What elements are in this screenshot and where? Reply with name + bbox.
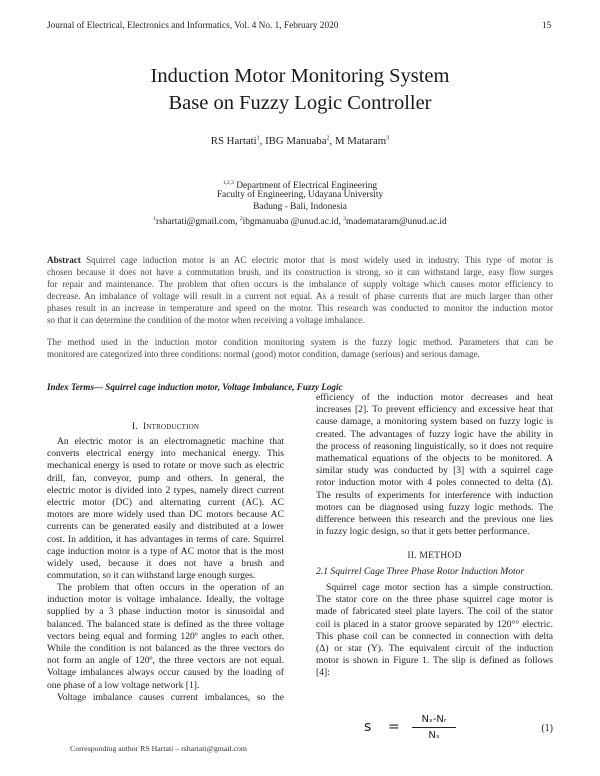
section-title: Introduction [143,421,200,432]
method-paragraph-1 [316,582,553,680]
text-line: coil is placed in a stator groove separated by 120°° electric. [316,618,553,630]
text-line: one phase of a low voltage network [1]. [47,679,200,691]
text-line: made of fabricated steel plate layers. The coil of the stator [316,606,553,618]
abstract-paragraph-1 [47,254,553,327]
email-sup: 1 [153,216,157,222]
email-sup: 2 [239,216,243,222]
text-line: vectors being equal and forming 120º angles to each other. [47,630,284,642]
section-number: I. [131,421,138,432]
text-line: balanced. The balanced state is defined as the three voltage [47,618,284,630]
text-line: The stator core on the three phase squirrel cage motor is [316,594,553,606]
text-line: electric motor (DC) and alternating current (AC). AC [47,497,284,509]
text-line: mathematical equations of the objects to be monitored. A [316,453,553,465]
abstract-line: Abstract Squirrel cage induction motor is an AC electric motor that is most widely used in industry. This type of motor is [47,255,553,265]
abstract-line: for repair and maintenance. The problem that often occurs is the imbalance of supply voltage which causes motor efficiency to [47,279,553,290]
abstract-line: monitored are categorized into three conditions: normal (good) motor condition, damage (serious) and serious damage. [47,349,480,360]
text-line: converts electrical energy into mechanical energy. This [47,448,284,460]
subsection-heading-2-1: 2.1 Squirrel Cage Three Phase Rotor Induction Motor [316,566,525,577]
author-name: IBG Manuaba [265,135,327,147]
journal-header: Journal of Electrical, Electronics and Informatics, Vol. 4 No. 1, February 2020 [47,21,339,31]
equation-number: (1) [541,723,553,734]
text-line: currents can be generated easily and distributed at a lower [47,521,284,533]
equation-denominator: Nₛ [428,730,440,741]
text-line: motors can be diagnosed using fuzzy logic methods. The [316,501,553,513]
text-line: The results of experiments for interference with induction [316,489,553,501]
author-sep: , [259,135,266,147]
paper-title-line-1: Induction Motor Monitoring System [150,65,450,87]
author-sep: , [329,135,335,147]
slip-equation [316,714,553,744]
text-line: increases [2]. To prevent efficiency and excessive heat that [316,404,553,416]
text-line: (Δ) or star (Y). The equivalent circuit of the induction [316,643,553,655]
section-heading-introduction [47,421,284,433]
paper-title-line-2: Base on Fuzzy Logic Controller [168,92,432,114]
text-line: cost. In addition, it has advantages in terms of care. Squirrel [47,533,284,545]
equation-equals: = [388,719,400,735]
email-sup: 3 [343,216,346,222]
abstract-line: chosen because it does not have a commutation brush, and its construction is strong, so it can withstand large, easy flow surges [47,267,553,278]
equation-fraction [412,714,456,741]
affiliation-dept-text: Department of Electrical Engineering [233,181,378,192]
index-terms-text: — Squirrel cage induction motor, Voltage Imbalance, Fuzzy Logic [93,382,343,392]
intro-paragraph-3 [47,692,284,704]
affiliation-faculty: Faculty of Engineering, Udayana University [216,190,384,200]
email-link: ibgmanuaba @unud.ac.id, [242,217,344,228]
email-link: rshartati@gmail.com, [156,217,240,228]
text-line: The problem that often occurs in the operation of an [57,582,284,593]
text-line: the process of reasoning linguistically, so it does not require [316,440,553,452]
text-line: drill, fan, conveyor, pump and others. In general, the [47,472,284,484]
intro-paragraph-1 [47,436,284,582]
affiliation-emails [0,213,600,228]
text-line: cause damage, a monitoring system based on fuzzy logic is [316,416,553,428]
equation-lhs: s [364,719,372,735]
text-line: in fuzzy logic design, so that it gets better performance. [316,526,530,538]
text-line: mechanical energy is used to rotate or move such as electric [47,460,284,472]
author-sup: 3 [386,135,390,142]
equation-numerator: Nₛ-Nᵣ [421,714,447,725]
intro-paragraph-2 [47,582,284,692]
text-line: similar study was conducted by [3] with a squirrel cage [316,465,553,477]
text-line: electric motor is divided into 2 types, namely direct current [47,484,284,496]
text-line: While the condition is not balanced as the three vectors do [47,643,284,655]
abstract-label: Abstract [47,255,81,265]
author-name: M Mataram [334,135,387,147]
author-name: RS Hartati [210,135,257,147]
text-line: An electric motor is an electromagnetic machine that [57,436,284,447]
page-number: 15 [542,21,552,31]
right-paragraph-1 [316,392,553,538]
abstract-paragraph-2 [47,336,553,360]
author-sup: 2 [326,135,330,142]
text-line: Voltage imbalance causes current imbalances, so the [57,692,284,703]
text-line: difference between this research and the previous one lies [316,514,553,526]
fraction-bar [412,727,456,728]
text-line: [4]: [316,667,330,679]
abstract-line: phases result in an increase in temperature and speed on the motor. This research was conducted to monitor the induction motor [47,303,553,314]
affiliation-city: Badung - Bali, Indonesia [253,202,347,212]
corresponding-author-footnote: Corresponding author RS Hartati – rshartati@gmail.com [70,744,247,753]
affiliation-sup: 1,2,3 [222,180,234,186]
text-line: This phase coil can be connected in connection with delta [316,630,553,642]
text-line: commutation, so it can withstand large enough surges. [47,570,256,582]
text-line: motors are more widely used than DC motors because AC [47,509,284,521]
text-line: efficiency of the induction motor decreases and heat [316,392,553,403]
text-line: Squirrel cage motor section has a simple construction. [326,582,553,593]
abstract-line: The method used in the induction motor condition monitoring system is the fuzzy logic method. Parameters that can be [47,337,553,347]
section-heading-method: II. METHOD [407,550,462,561]
text-line: cage induction motor is a type of AC motor that is the most [47,545,284,557]
text-line: induction motor is voltage imbalance. Ideally, the voltage [47,594,284,606]
email-link: mademataram@unud.ac.id [345,217,447,228]
text-line: not form an angle of 120º, the three vectors are not equal. [47,655,284,667]
author-list [0,135,600,147]
author-sup: 1 [256,135,260,142]
text-line: rotor induction motor with 4 poles connected to delta (Δ). [316,477,553,489]
abstract-line: decrease. An imbalance of voltage will result in a current not equal. As a result of phase currents that are much larger than other [47,291,553,302]
text-line: supplied by a 3 phase induction motor is sinusoidal and [47,606,284,618]
index-terms-label: Index Terms [47,382,94,392]
abstract-line: so that it can determine the condition of the motor when receiving a voltage imbalance. [47,315,365,326]
text-line: Voltage imbalances always occur caused by the loading of [47,667,284,679]
text-line: motor is shown in Figure 1. The slip is defined as follows [316,655,553,667]
index-terms [47,382,343,392]
text-line: created. The advantages of fuzzy logic have the ability in [316,428,553,440]
text-line: widely used, because it does not have a brush and [47,558,284,570]
